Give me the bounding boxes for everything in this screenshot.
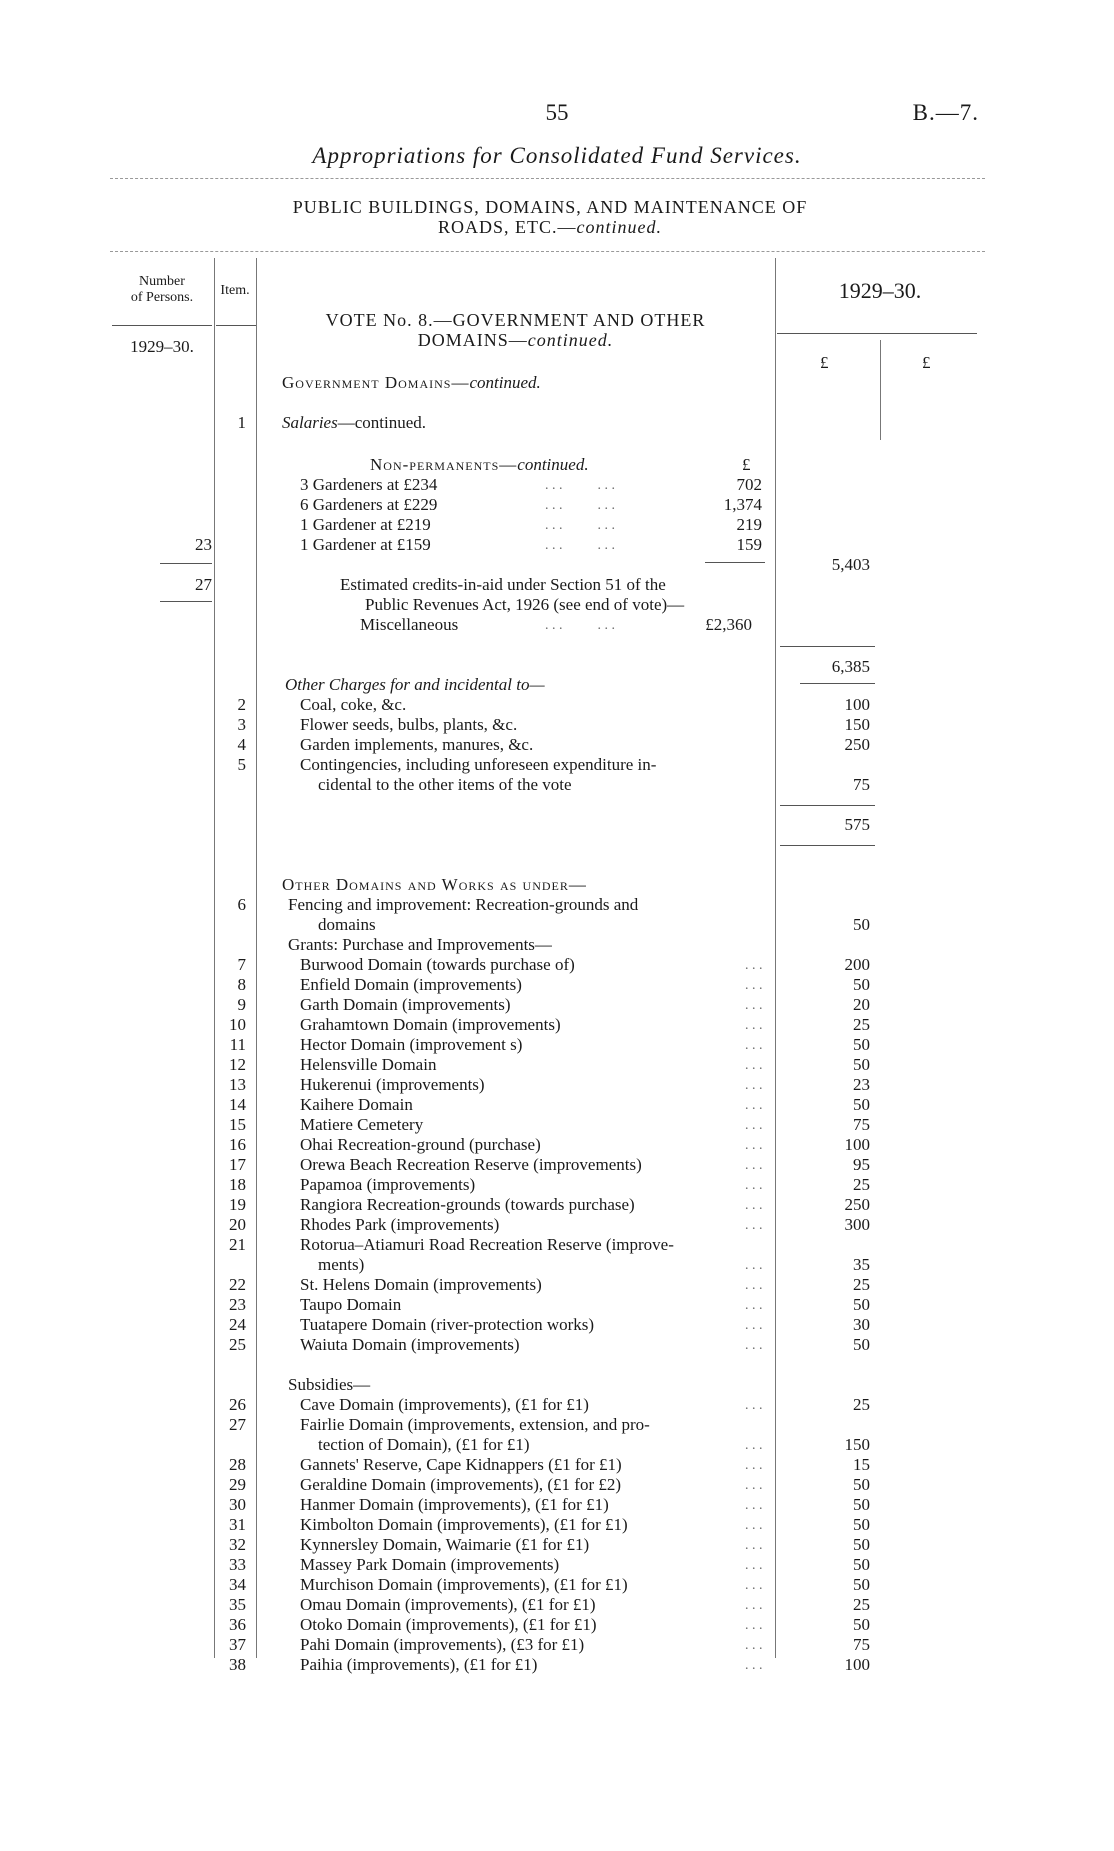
line-item-amount: 100: [844, 1135, 870, 1154]
line-item-amount: 30: [853, 1315, 870, 1334]
nonperm-suffix: continued.: [517, 455, 589, 474]
leader-dots: . . .: [745, 1118, 763, 1133]
line-item-number: 38: [229, 1655, 246, 1674]
leader-dots: . . .: [745, 1498, 763, 1513]
line-item-number: 9: [237, 995, 246, 1014]
leader-dots: . . .: [745, 1098, 763, 1113]
charge-desc: Garden implements, manures, &c.: [300, 735, 534, 754]
leader-dots: . . .: [745, 958, 763, 973]
line-item-desc: Kimbolton Domain (improvements), (£1 for £1): [300, 1515, 628, 1534]
leader-dots: . . .: [745, 1438, 763, 1453]
line-item-number: 16: [229, 1135, 246, 1154]
leader-dots: . . . . . .: [545, 518, 615, 533]
line-item-amount: 50: [853, 1335, 870, 1354]
leader-dots: . . .: [745, 1618, 763, 1633]
subtitle-prefix: ROADS, ETC.—: [438, 217, 577, 237]
line-item-amount: 50: [853, 1495, 870, 1514]
line-item-number: 36: [229, 1615, 246, 1634]
leader-dots: . . .: [745, 1218, 763, 1233]
nonperm-prefix: Non-permanents—: [370, 455, 518, 474]
line-item-number: 17: [229, 1155, 246, 1174]
vote-title-suffix: continued.: [527, 330, 614, 350]
persons-total: 27: [195, 575, 212, 594]
line-item-desc: Burwood Domain (towards purchase of): [300, 955, 575, 974]
charge-desc: Contingencies, including unforeseen expenditure in-: [300, 755, 657, 774]
item-head-rule: [216, 325, 256, 326]
vote-title-line1: VOTE No. 8.—GOVERNMENT AND OTHER: [325, 310, 706, 330]
credits-line3: Miscellaneous: [360, 615, 459, 634]
line-item-desc: Geraldine Domain (improvements), (£1 for £2): [300, 1475, 622, 1494]
section-prefix: Government Domains—: [282, 373, 470, 392]
line-item-desc: Garth Domain (improvements): [300, 995, 511, 1014]
line-item-amount: 25: [853, 1395, 870, 1414]
line-item-amount: 50: [853, 1515, 870, 1534]
line-item-amount: 50: [853, 1555, 870, 1574]
line-item-number: 35: [229, 1595, 246, 1614]
item-header: Item.: [220, 283, 250, 298]
charge-amount: 250: [844, 735, 870, 754]
salary-row-amount: 1,374: [723, 495, 762, 514]
line-item-desc: Hector Domain (improvement s): [300, 1035, 523, 1054]
charge-amount: 75: [853, 775, 870, 794]
line-item-desc-cont: ments): [318, 1255, 365, 1274]
subtitle-line1: PUBLIC BUILDINGS, DOMAINS, AND MAINTENANCE OF: [292, 197, 808, 217]
leader-dots: . . .: [745, 1298, 763, 1313]
line-item-desc: Ohai Recreation-ground (purchase): [300, 1135, 541, 1154]
line-item-amount: 50: [853, 1095, 870, 1114]
line-item-number: 15: [229, 1115, 246, 1134]
salary-row-desc: 6 Gardeners at £229: [300, 495, 438, 514]
line-item-amount: 50: [853, 975, 870, 994]
line-item-amount: 150: [844, 1435, 870, 1454]
other-domains-label: Other Domains and Works as under—: [282, 875, 587, 894]
line-item-number: 19: [229, 1195, 246, 1214]
line-item-amount: 25: [853, 1015, 870, 1034]
fencing-amount: 50: [853, 915, 870, 934]
line-item-amount: 50: [853, 1535, 870, 1554]
leader-dots: . . .: [745, 1638, 763, 1653]
charge-item: 5: [237, 755, 246, 774]
line-item-desc: Papamoa (improvements): [300, 1175, 476, 1194]
charge-item: 3: [237, 715, 246, 734]
line-item-desc: Gannets' Reserve, Cape Kidnappers (£1 for £1): [300, 1455, 622, 1474]
salaries-suffix: —continued.: [337, 413, 427, 432]
salaries-label: [282, 413, 426, 433]
line-item-amount: 23: [853, 1075, 870, 1094]
line-item-desc: Otoko Domain (improvements), (£1 for £1): [300, 1615, 597, 1634]
charges-rule-2: [780, 845, 875, 846]
salary-row-desc: 1 Gardener at £219: [300, 515, 431, 534]
year-head-rule: [777, 333, 977, 334]
line-item-number: 34: [229, 1575, 246, 1594]
amount-subdivider: [880, 340, 881, 440]
salary-currency: £: [742, 455, 751, 474]
persons-year: 1929–30.: [130, 337, 194, 356]
line-item-desc: Massey Park Domain (improvements): [300, 1555, 560, 1574]
persons-header-line1: Number: [139, 274, 185, 289]
line-item-number: 28: [229, 1455, 246, 1474]
credits-line2: Public Revenues Act, 1926 (see end of vote)—: [365, 595, 685, 614]
line-item-amount: 95: [853, 1155, 870, 1174]
leader-dots: . . . . . .: [545, 618, 615, 633]
leader-dots: . . .: [745, 1478, 763, 1493]
charge-amount: 150: [844, 715, 870, 734]
section-suffix: continued.: [469, 373, 541, 392]
persons-head-rule: [112, 325, 212, 326]
fencing-item: 6: [237, 895, 246, 914]
leader-dots: . . .: [745, 1538, 763, 1553]
salary-subtotal: 5,403: [831, 555, 870, 574]
line-item-number: 8: [237, 975, 246, 994]
leader-dots: . . . . . .: [545, 478, 615, 493]
section-heading: [282, 373, 541, 393]
currency-col2: £: [922, 353, 931, 372]
salary-sum-rule: [705, 562, 765, 563]
line-item-number: 31: [229, 1515, 246, 1534]
line-item-amount: 25: [853, 1595, 870, 1614]
subtitle-rule: [110, 251, 985, 252]
page-number: 55: [545, 100, 569, 125]
line-item-desc: Hanmer Domain (improvements), (£1 for £1): [300, 1495, 609, 1514]
line-item-number: 10: [229, 1015, 246, 1034]
line-item-number: 14: [229, 1095, 246, 1114]
line-item-amount: 100: [844, 1655, 870, 1674]
leader-dots: . . .: [745, 998, 763, 1013]
vote-title-line2: [256, 330, 775, 351]
credits-amount: £2,360: [705, 615, 752, 634]
line-item-desc: Matiere Cemetery: [300, 1115, 424, 1134]
fencing-desc: Fencing and improvement: Recreation-grounds and: [288, 895, 639, 914]
title-rule: [110, 178, 985, 179]
leader-dots: . . .: [745, 1458, 763, 1473]
leader-dots: . . .: [745, 1038, 763, 1053]
charge-desc: Flower seeds, bulbs, plants, &c.: [300, 715, 518, 734]
salary-row-amount: 159: [736, 535, 762, 554]
salaries-prefix: Salaries: [282, 413, 338, 432]
charge-desc: Coal, coke, &c.: [300, 695, 407, 714]
line-item-number: 20: [229, 1215, 246, 1234]
desc-amount-divider: [775, 258, 776, 1658]
persons-header-line2: of Persons.: [130, 290, 194, 305]
line-item-desc: Kaihere Domain: [300, 1095, 413, 1114]
line-item-desc: St. Helens Domain (improvements): [300, 1275, 542, 1294]
line-item-desc: Fairlie Domain (improvements, extension, and pro-: [300, 1415, 650, 1434]
line-item-amount: 50: [853, 1475, 870, 1494]
salary-total: 6,385: [831, 657, 870, 676]
line-item-desc: Orewa Beach Recreation Reserve (improvements): [300, 1155, 642, 1174]
line-item-amount: 25: [853, 1175, 870, 1194]
charge-item: 2: [237, 695, 246, 714]
leader-dots: . . .: [745, 1078, 763, 1093]
line-item-amount: 300: [844, 1215, 870, 1234]
charges-total: 575: [844, 815, 870, 834]
line-item-number: 22: [229, 1275, 246, 1294]
line-item-desc: Cave Domain (improvements), (£1 for £1): [300, 1395, 589, 1414]
subsidies-label: Subsidies—: [288, 1375, 371, 1394]
vote-title-prefix: DOMAINS—: [417, 330, 528, 350]
line-item-desc: Rhodes Park (improvements): [300, 1215, 500, 1234]
leader-dots: . . .: [745, 978, 763, 993]
salary-row-desc: 3 Gardeners at £234: [300, 475, 438, 494]
line-item-number: 26: [229, 1395, 246, 1414]
leader-dots: . . .: [745, 1058, 763, 1073]
line-item-number: 27: [229, 1415, 246, 1434]
leader-dots: . . .: [745, 1198, 763, 1213]
leader-dots: . . .: [745, 1578, 763, 1593]
line-item-amount: 50: [853, 1035, 870, 1054]
salaries-item: 1: [237, 413, 246, 432]
nonperm-label: [370, 455, 589, 475]
leader-dots: . . .: [745, 1158, 763, 1173]
salary-row-amount: 702: [736, 475, 762, 494]
salary-row-amount: 219: [736, 515, 762, 534]
line-item-desc: Rangiora Recreation-grounds (towards purchase): [300, 1195, 635, 1214]
subtitle-line2: [200, 217, 900, 237]
line-item-number: 37: [229, 1635, 246, 1654]
line-item-desc: Helensville Domain: [300, 1055, 437, 1074]
item-desc-divider: [256, 258, 257, 1658]
other-charges-label: Other Charges for and incidental to—: [285, 675, 545, 694]
grants-label: Grants: Purchase and Improvements—: [288, 935, 552, 954]
currency-col1: £: [820, 353, 829, 372]
subtitle-suffix: continued.: [576, 217, 662, 237]
charges-rule: [780, 805, 875, 806]
line-item-number: 13: [229, 1075, 246, 1094]
line-item-number: 11: [229, 1035, 246, 1054]
line-item-number: 7: [237, 955, 246, 974]
line-item-desc: Taupo Domain: [300, 1295, 402, 1314]
line-item-desc: Hukerenui (improvements): [300, 1075, 485, 1094]
persons-subtotal: 23: [195, 535, 212, 554]
leader-dots: . . .: [745, 1338, 763, 1353]
persons-rule-2: [160, 601, 212, 602]
leader-dots: . . .: [745, 1518, 763, 1533]
charge-item: 4: [237, 735, 246, 754]
line-item-number: 32: [229, 1535, 246, 1554]
charge-amount: 100: [844, 695, 870, 714]
persons-rule: [160, 563, 212, 564]
total-rule-2: [800, 683, 875, 684]
line-item-number: 33: [229, 1555, 246, 1574]
line-item-amount: 20: [853, 995, 870, 1014]
line-item-desc: Enfield Domain (improvements): [300, 975, 522, 994]
line-item-number: 12: [229, 1055, 246, 1074]
line-item-desc: Pahi Domain (improvements), (£3 for £1): [300, 1635, 585, 1654]
line-item-desc: Waiuta Domain (improvements): [300, 1335, 520, 1354]
line-item-amount: 200: [844, 955, 870, 974]
line-item-amount: 35: [853, 1255, 870, 1274]
line-item-number: 30: [229, 1495, 246, 1514]
line-item-amount: 75: [853, 1115, 870, 1134]
page-reference: B.—7.: [912, 100, 979, 125]
leader-dots: . . .: [745, 1138, 763, 1153]
line-item-desc: Kynnersley Domain, Waimarie (£1 for £1): [300, 1535, 590, 1554]
line-item-desc-cont: tection of Domain), (£1 for £1): [318, 1435, 530, 1454]
line-item-desc: Omau Domain (improvements), (£1 for £1): [300, 1595, 596, 1614]
line-item-number: 29: [229, 1475, 246, 1494]
page-title: Appropriations for Consolidated Fund Services.: [312, 143, 802, 168]
total-rule: [780, 646, 875, 647]
leader-dots: . . .: [745, 1018, 763, 1033]
leader-dots: . . . . . .: [545, 498, 615, 513]
line-item-desc: Paihia (improvements), (£1 for £1): [300, 1655, 538, 1674]
line-item-amount: 50: [853, 1295, 870, 1314]
line-item-number: 25: [229, 1335, 246, 1354]
line-item-amount: 50: [853, 1615, 870, 1634]
line-item-desc: Rotorua–Atiamuri Road Recreation Reserve (improve-: [300, 1235, 674, 1254]
fencing-desc-cont: domains: [318, 915, 376, 934]
line-item-amount: 25: [853, 1275, 870, 1294]
salary-row-desc: 1 Gardener at £159: [300, 535, 431, 554]
line-item-number: 21: [229, 1235, 246, 1254]
line-item-amount: 250: [844, 1195, 870, 1214]
leader-dots: . . .: [745, 1318, 763, 1333]
line-item-amount: 50: [853, 1575, 870, 1594]
leader-dots: . . .: [745, 1398, 763, 1413]
credits-line1: Estimated credits-in-aid under Section 51 of the: [340, 575, 666, 594]
line-item-number: 24: [229, 1315, 246, 1334]
charge-desc-cont: cidental to the other items of the vote: [318, 775, 572, 794]
leader-dots: . . .: [745, 1598, 763, 1613]
leader-dots: . . .: [745, 1258, 763, 1273]
leader-dots: . . .: [745, 1658, 763, 1673]
leader-dots: . . .: [745, 1278, 763, 1293]
line-item-amount: 15: [853, 1455, 870, 1474]
line-item-desc: Murchison Domain (improvements), (£1 for £1): [300, 1575, 628, 1594]
line-item-desc: Tuatapere Domain (river-protection works): [300, 1315, 595, 1334]
year-header: 1929–30.: [838, 278, 922, 303]
line-item-number: 18: [229, 1175, 246, 1194]
leader-dots: . . .: [745, 1178, 763, 1193]
leader-dots: . . .: [745, 1558, 763, 1573]
line-item-number: 23: [229, 1295, 246, 1314]
leader-dots: . . . . . .: [545, 538, 615, 553]
line-item-desc: Grahamtown Domain (improvements): [300, 1015, 561, 1034]
line-item-amount: 50: [853, 1055, 870, 1074]
line-item-amount: 75: [853, 1635, 870, 1654]
